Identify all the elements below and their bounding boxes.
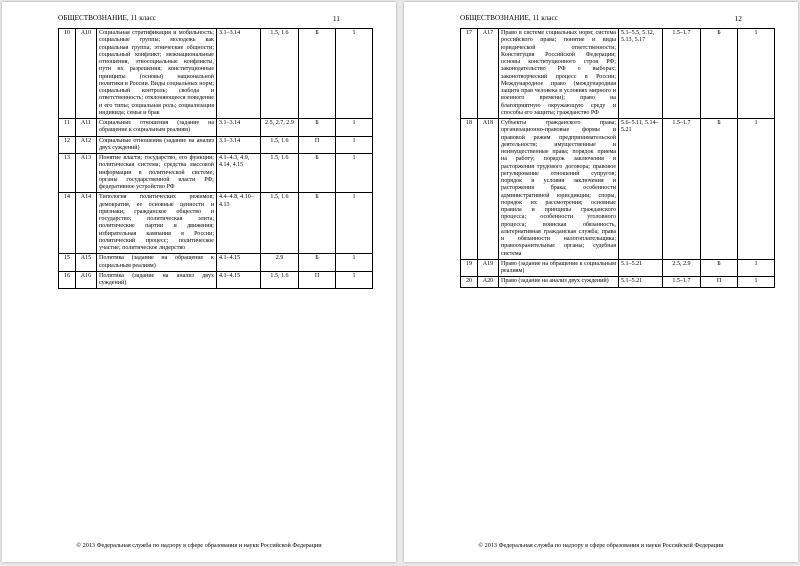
max-score-cell: 1 <box>336 193 373 254</box>
page-number: 11 <box>332 14 340 23</box>
task-code-cell: А20 <box>478 277 499 287</box>
task-code-cell: А19 <box>478 259 499 277</box>
max-score-cell: 1 <box>738 29 775 119</box>
topic-codes-cell: 5.1–5.21 <box>619 277 663 287</box>
page-header-title: ОБЩЕСТВОЗНАНИЕ, 11 класс <box>58 14 156 22</box>
task-code-cell: А17 <box>478 29 499 119</box>
page-header <box>58 14 340 23</box>
max-score-cell: 1 <box>336 271 373 289</box>
content-elements-cell: Право (задание на обращение к социальным реалиям) <box>499 259 619 277</box>
skill-codes-cell: 1.5, 1.6 <box>261 193 299 254</box>
max-score-cell: 1 <box>336 29 373 119</box>
page-header <box>460 14 742 23</box>
page-number: 12 <box>734 14 742 23</box>
page-footer: © 2013 Федеральная служба по надзору в сфере образования и науки Российской Федерации <box>478 542 724 549</box>
task-number-cell: 10 <box>59 29 76 119</box>
topic-codes-cell: 4.1–4.3, 4.9, 4.14, 4.15 <box>217 154 261 193</box>
specification-table <box>58 28 373 289</box>
specification-table <box>460 28 775 288</box>
table-row <box>59 29 373 119</box>
task-number-cell: 17 <box>461 29 478 119</box>
content-elements-cell: Социальные отношения (задание на обращение к социальным реалиям) <box>97 119 217 137</box>
topic-codes-cell: 5.1–5.5, 5.12, 5.13, 5.17 <box>619 29 663 119</box>
table-row <box>461 259 775 277</box>
topic-codes-cell: 3.1–3.14 <box>217 136 261 154</box>
task-code-cell: А11 <box>76 119 97 137</box>
difficulty-level-cell: П <box>299 136 336 154</box>
task-code-cell: А14 <box>76 193 97 254</box>
topic-codes-cell: 4.1–4.15 <box>217 254 261 272</box>
task-code-cell: А13 <box>76 154 97 193</box>
content-elements-cell: Субъекты гражданского права; организационно-правовые формы и правовой режим предпринимательской деятельности; имущественные и неимущественные права; порядок приема на работу; порядок заключения и расторжения трудового договора; правовое регулирование отношений супругов; порядок и условия заключения и расторжения брака; особенности административной юрисдикции; споры, порядок их рассмотрения; основные правила и принципы гражданского процесса; особенности уголовного процесса; воинская обязанность, альтернативная гражданская служба; права и обязанности налогоплательщика; правоохранительные органы; судебная система <box>499 119 619 260</box>
table-row <box>461 119 775 260</box>
task-code-cell: А12 <box>76 136 97 154</box>
content-elements-cell: Право в системе социальных норм; система российского права; понятие и виды юридической ответственности; Конституция Российской Федерации; основы конституционного строя РФ; законодательство РФ о выборах; законотворческий процесс в России; Международное право (международная защита прав человека в условиях мирного и военного времени); право на благоприятную окружающую среду и способы его защиты; гражданство РФ <box>499 29 619 119</box>
task-number-cell: 18 <box>461 119 478 260</box>
table-body <box>59 29 373 289</box>
table-row <box>59 254 373 272</box>
content-elements-cell: Политика (задание на обращение к социальным реалиям) <box>97 254 217 272</box>
task-code-cell: А10 <box>76 29 97 119</box>
content-elements-cell: Типология политических режимов; демократия, ее основные ценности и признаки; гражданское общество и государство; политическая элита; политические партии и движения; избирательная кампания в России; политический процесс; политическое участие; политическое лидерство <box>97 193 217 254</box>
topic-codes-cell: 4.4–4.8, 4.10–4.13 <box>217 193 261 254</box>
task-number-cell: 19 <box>461 259 478 277</box>
page-header-title: ОБЩЕСТВОЗНАНИЕ, 11 класс <box>460 14 558 22</box>
content-elements-cell: Социальные отношения (задание на анализ двух суждений) <box>97 136 217 154</box>
skill-codes-cell: 1.5, 1.6 <box>261 136 299 154</box>
table-row <box>59 119 373 137</box>
task-code-cell: А18 <box>478 119 499 260</box>
max-score-cell: 1 <box>336 136 373 154</box>
task-number-cell: 14 <box>59 193 76 254</box>
skill-codes-cell: 2.5, 2.9 <box>663 259 701 277</box>
table-row <box>59 154 373 193</box>
task-number-cell: 15 <box>59 254 76 272</box>
difficulty-level-cell: Б <box>701 29 738 119</box>
skill-codes-cell: 1.5, 1.6 <box>261 154 299 193</box>
topic-codes-cell: 5.6–5.11, 5.14–5.21 <box>619 119 663 260</box>
skill-codes-cell: 1.5, 1.6 <box>261 29 299 119</box>
right-page <box>404 2 798 562</box>
task-number-cell: 20 <box>461 277 478 287</box>
skill-codes-cell: 1.5–1.7 <box>663 277 701 287</box>
task-number-cell: 13 <box>59 154 76 193</box>
left-page <box>2 2 396 562</box>
difficulty-level-cell: П <box>299 271 336 289</box>
difficulty-level-cell: Б <box>701 259 738 277</box>
max-score-cell: 1 <box>336 154 373 193</box>
table-row <box>59 271 373 289</box>
content-elements-cell: Политика (задание на анализ двух суждений) <box>97 271 217 289</box>
max-score-cell: 1 <box>738 119 775 260</box>
skill-codes-cell: 2.5, 2.7, 2.9 <box>261 119 299 137</box>
topic-codes-cell: 3.1–3.14 <box>217 119 261 137</box>
skill-codes-cell: 1.5, 1.6 <box>261 271 299 289</box>
topic-codes-cell: 5.1–5.21 <box>619 259 663 277</box>
content-elements-cell: Социальная стратификация и мобильность; социальные группы; молодежь как социальная группа; этнические общности; социальный конфликт; межнациональные отношения, этносоциальные конфликты, пути их разрешения; конституционные принципы (основы) национальной политики в России. Виды социальных норм; социальный контроль; свобода и ответственность; отклоняющееся поведение и его типы; социальная роль; социализация индивида; семья и брак <box>97 29 217 119</box>
difficulty-level-cell: Б <box>299 119 336 137</box>
table-body <box>461 29 775 288</box>
table-row <box>461 277 775 287</box>
max-score-cell: 1 <box>738 277 775 287</box>
content-elements-cell: Понятие власти; государство, его функции; политическая система; средства массовой информации в политической системе; органы государственной власти РФ; федеративное устройство РФ <box>97 154 217 193</box>
max-score-cell: 1 <box>336 254 373 272</box>
difficulty-level-cell: Б <box>701 119 738 260</box>
table-row <box>59 136 373 154</box>
task-code-cell: А16 <box>76 271 97 289</box>
difficulty-level-cell: П <box>701 277 738 287</box>
max-score-cell: 1 <box>336 119 373 137</box>
skill-codes-cell: 1.5–1.7 <box>663 29 701 119</box>
task-number-cell: 11 <box>59 119 76 137</box>
difficulty-level-cell: Б <box>299 193 336 254</box>
topic-codes-cell: 4.1–4.15 <box>217 271 261 289</box>
table-row <box>461 29 775 119</box>
task-number-cell: 12 <box>59 136 76 154</box>
page-footer: © 2013 Федеральная служба по надзору в сфере образования и науки Российской Федерации <box>76 542 322 549</box>
content-elements-cell: Право (задание на анализ двух суждений) <box>499 277 619 287</box>
difficulty-level-cell: Б <box>299 29 336 119</box>
skill-codes-cell: 1.5–1.7 <box>663 119 701 260</box>
task-code-cell: А15 <box>76 254 97 272</box>
difficulty-level-cell: Б <box>299 254 336 272</box>
table-row <box>59 193 373 254</box>
skill-codes-cell: 2.9 <box>261 254 299 272</box>
task-number-cell: 16 <box>59 271 76 289</box>
difficulty-level-cell: Б <box>299 154 336 193</box>
topic-codes-cell: 3.1–3.14 <box>217 29 261 119</box>
max-score-cell: 1 <box>738 259 775 277</box>
